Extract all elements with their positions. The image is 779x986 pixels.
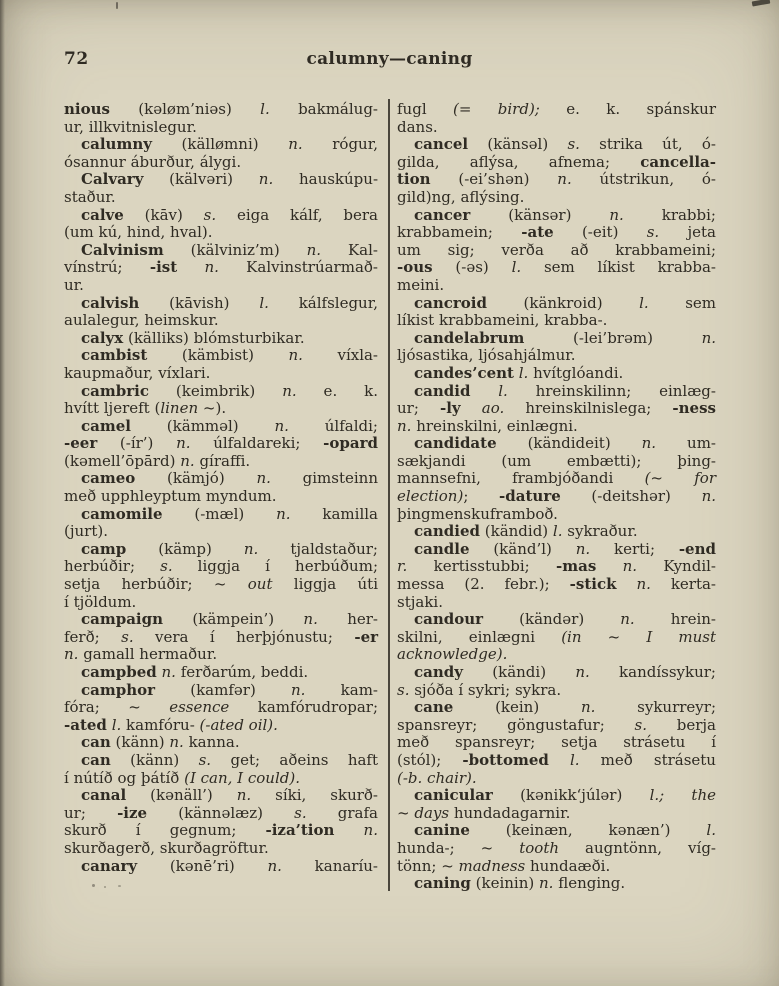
dictionary-line: ljósastika, ljósahjálmur. — [397, 346, 576, 365]
dictionary-line: canicular (kənikk‘júlər) l.; the — [414, 786, 716, 805]
dictionary-line: ~ days hundadagarnir. — [397, 803, 571, 822]
dictionary-line: cambist (kämbist) n. víxla- — [81, 346, 379, 365]
dictionary-line: cane (kein) n. sykurreyr; — [414, 698, 717, 717]
dictionary-line: fugl (= bird); e. k. spánskur — [397, 100, 716, 118]
dictionary-line: caning (keinin) n. flenging. — [414, 874, 626, 893]
dictionary-line: -eer (-ír’) n. úlfaldareki; -opard — [64, 434, 378, 453]
dictionary-line: -ous (-əs) l. sem líkist krabba- — [397, 258, 716, 277]
dictionary-line: staður. — [64, 187, 116, 206]
dictionary-line: stjaki. — [397, 592, 443, 611]
scan-artifact — [752, 0, 771, 7]
dictionary-line: candour (kändər) n. hrein- — [414, 610, 716, 629]
dictionary-line: acknowledge). — [397, 645, 508, 664]
dictionary-line: (kəmell’ōpārd) n. gíraffi. — [64, 451, 251, 470]
dictionary-line: camel (kämməl) n. úlfaldi; — [81, 416, 378, 435]
dictionary-line: campbed n. ferðarúm, beddi. — [81, 663, 309, 681]
scan-artifact — [104, 886, 106, 888]
dictionary-line: skilni, einlægni (in ~ I must — [397, 627, 717, 646]
dictionary-line: canal (kənäll’) n. síki, skurð- — [81, 786, 378, 805]
scan-artifact — [116, 2, 118, 9]
dictionary-line: skurðagerð, skurðagröftur. — [64, 838, 269, 857]
dictionary-line: sækjandi (um embætti); þing- — [397, 451, 716, 470]
scan-artifact — [118, 885, 121, 887]
dictionary-line: can (känn) s. get; aðeins haft — [81, 750, 378, 769]
dictionary-line: can (känn) n. kanna. — [81, 733, 240, 752]
dictionary-line: skurð í gegnum; -iza’tion n. — [64, 821, 378, 840]
dictionary-line: aulalegur, heimskur. — [64, 311, 219, 330]
dictionary-line: Calvinism (kälviniz’m) n. Kal- — [81, 240, 378, 259]
dictionary-line: tönn; ~ madness hundaæði. — [397, 856, 611, 875]
page-number: 72 — [64, 49, 89, 69]
dictionary-line: krabbamein; -ate (-eit) s. jeta — [397, 223, 716, 242]
dictionary-line: cancer (känsər) n. krabbi; — [414, 205, 716, 224]
dictionary-line: ur, illkvitnislegur. — [64, 117, 197, 136]
dictionary-line: campaign (kämpein’) n. her- — [81, 610, 378, 629]
dictionary-line: þingmenskuframboð. — [397, 504, 558, 523]
dictionary-line: calumny (källømni) n. rógur, — [81, 135, 378, 154]
dictionary-line: ferð; s. vera í herþjónustu; -er — [64, 627, 379, 646]
left-column — [64, 101, 378, 875]
dictionary-line: ur. — [64, 275, 84, 294]
dictionary-line: n. hreinskilni, einlægni. — [397, 416, 578, 435]
dictionary-line: -ated l. kamfóru- (-ated oil). — [64, 715, 278, 734]
dictionary-line: cancel (känsəl) s. strika út, ó- — [414, 135, 716, 154]
dictionary-line: ur; -ly ao. hreinskilnislega; -ness — [397, 399, 716, 418]
dictionary-line: í nútíð og þátíð (I can, I could). — [64, 768, 300, 787]
dictionary-line: canary (kənē’ri) n. kanaríu- — [81, 856, 378, 875]
dictionary-line: canine (keinæn, kənæn’) l. — [414, 821, 716, 840]
dictionary-line: með upphleyptum myndum. — [64, 487, 277, 506]
dictionary-line: mannsefni, frambjóðandi (~ for — [397, 469, 716, 488]
dictionary-line: cambric (keimbrik) n. e. k. — [81, 381, 378, 400]
dictionary-line: vínstrú; -ist n. Kalvinstrúarmað- — [64, 258, 378, 277]
dictionary-line: election); -dature (-deitshər) n. — [397, 487, 716, 506]
dictionary-line: fóra; ~ essence kamfórudropar; — [64, 698, 378, 717]
page-edge-shadow — [0, 0, 5, 986]
dictionary-line: candied (kändid) l. sykraður. — [414, 522, 638, 541]
dictionary-line: dans. — [397, 117, 438, 136]
dictionary-line: kaupmaður, víxlari. — [64, 363, 211, 382]
dictionary-line: um sig; verða að krabbameini; — [397, 240, 716, 259]
dictionary-line: setja herbúðir; ~ out liggja úti — [64, 575, 378, 594]
dictionary-line: Calvary (kälvəri) n. hauskúpu- — [81, 170, 379, 189]
dictionary-line: (-b. chair). — [397, 768, 477, 787]
dictionary-line: candes’cent l. hvítglóandi. — [414, 363, 624, 382]
dictionary-line: herbúðir; s. liggja í herbúðum; — [64, 557, 378, 576]
dictionary-line: með spansreyr; setja strásetu í — [397, 733, 716, 752]
dictionary-line: n. gamall hermaður. — [64, 645, 218, 664]
dictionary-line: hunda-; ~ tooth augntönn, víg- — [397, 838, 716, 857]
dictionary-line: ur; -ize (kännəlæz) s. grafa — [64, 803, 378, 822]
dictionary-line: calyx (källiks) blómsturbikar. — [81, 328, 305, 347]
dictionary-line: (stól); -bottomed l. með strásetu — [397, 750, 716, 769]
dictionary-line: candelabrum (-lei’brəm) n. — [414, 328, 716, 347]
dictionary-line: candle (känd’l) n. kerti; -end — [414, 539, 716, 558]
dictionary-line: calvish (kāvish) l. kálfslegur, — [81, 293, 379, 312]
right-column — [397, 101, 716, 893]
dictionary-line: spansreyr; göngustafur; s. berja — [397, 715, 717, 734]
dictionary-line: líkist krabbameini, krabba-. — [397, 311, 608, 330]
dictionary-line: tion (-ei’shən) n. útstrikun, ó- — [397, 170, 716, 189]
dictionary-line: (um kú, hind, hval). — [64, 223, 213, 242]
dictionary-line: camphor (kamfər) n. kam- — [81, 680, 378, 699]
dictionary-line: meini. — [397, 275, 445, 294]
dictionary-line: cancroid (känkroid) l. sem — [414, 293, 716, 312]
dictionary-line: candidate (kändideit) n. um- — [414, 434, 716, 453]
dictionary-line: (jurt). — [64, 522, 108, 541]
dictionary-line: messa (2. febr.); -stick n. kerta- — [397, 575, 716, 594]
dictionary-line: calve (kāv) s. eiga kálf, bera — [81, 205, 378, 224]
dictionary-line: s. sjóða í sykri; sykra. — [397, 680, 562, 699]
dictionary-line: gilda, aflýsa, afnema; cancella- — [397, 152, 716, 171]
running-head: calumny—caning — [306, 49, 473, 69]
dictionary-line: candid l. hreinskilinn; einlæg- — [414, 381, 716, 400]
dictionary-line: r. kertisstubbi; -mas n. Kyndil- — [397, 557, 716, 576]
column-divider — [388, 99, 390, 891]
dictionary-line: hvítt ljereft (linen ~). — [64, 399, 227, 418]
dictionary-line: nious (kəløm’niəs) l. bakmálug- — [64, 100, 378, 118]
dictionary-line: cameo (kämjó) n. gimsteinn — [81, 469, 378, 488]
dictionary-line: camp (kämp) n. tjaldstaður; — [81, 539, 378, 558]
dictionary-line: camomile (-mæl) n. kamilla — [81, 504, 378, 523]
dictionary-line: gild)ng, aflýsing. — [397, 187, 525, 206]
scan-artifact — [92, 884, 95, 887]
dictionary-line: candy (kändi) n. kandíssykur; — [414, 663, 716, 681]
dictionary-line: í tjöldum. — [64, 592, 137, 611]
dictionary-line: ósannur áburður, álygi. — [64, 152, 242, 171]
